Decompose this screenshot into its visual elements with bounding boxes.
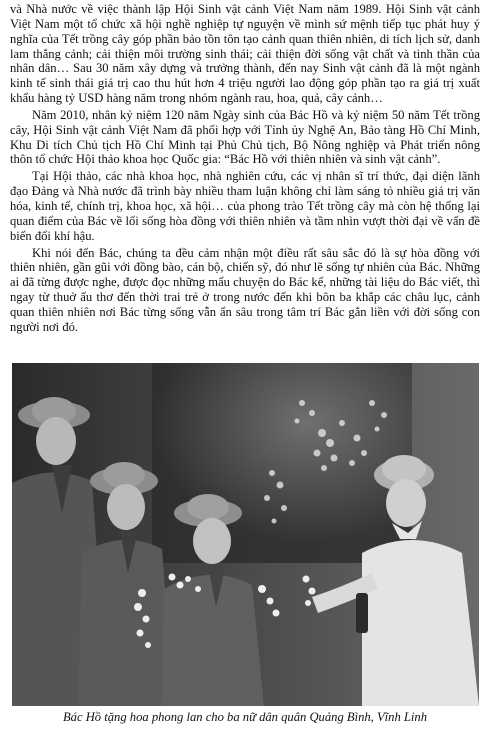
- body-paragraph: và Nhà nước về việc thành lập Hội Sinh vật cảnh Việt Nam năm 1989. Hội Sinh vật cảnh Việt Nam một tổ chức xã hội nghề nghiệp tự nguyện về mình sứ mệnh tiếp tục phát huy ý nghĩa của Tết trồng cây góp phần bảo tồn tôn tạo cảnh quan thiên nhiên, di tích lịch sử, danh lam thắng cảnh; cải thiện môi trường sinh thái; cải thiện đời sống vật chất và tinh thần của nhân dân… Sau 30 năm xây dựng và trưởng thành, đến nay Sinh vật cảnh đã là một ngành kinh tế sinh thái giá trị cao thu hút hơn 4 triệu người lao động góp phần tạo ra giá trị xuất khẩu hàng tỷ USD hàng năm trong nhóm ngành rau, hoa, quả, cây cảnh…: [10, 2, 480, 106]
- body-paragraph: Khi nói đến Bác, chúng ta đều cảm nhận một điều rất sâu sắc đó là sự hòa đồng với thiên nhiên, gần gũi với đồng bào, cán bộ, chiến sỹ, đó như lẽ sống tự nhiên của Bác. Những ai đã từng được nghe, được đọc những mẩu chuyện do Bác kể, những tài liệu do Bác viết, thì ngay từ thuở ấu thơ đến thời trai trẻ ở trong nước đến khi bôn ba khắp các châu lục, cảnh quan thiên nhiên nơi Bác từng sống vẫn ẩn sâu trong tâm trí Bác gắn liền với đời sống con người nơi đó.: [10, 245, 480, 334]
- body-paragraph: Tại Hội thảo, các nhà khoa học, nhà nghiên cứu, các vị nhân sĩ trí thức, đại diện lãnh đạo Đảng và Nhà nước đã trình bày nhiều tham luận không chỉ làm sáng tỏ nhiều giá trị văn hóa, kinh tế, chính trị, khoa học, xã hội… của phong trào Tết trồng cây mà còn hệ thống lại quan điểm của Bác về lối sống hòa đồng với thiên nhiên và tầm nhìn vượt thời đại về vấn đề biến đổi khí hậu.: [10, 169, 480, 243]
- body-paragraph: Năm 2010, nhân kỷ niệm 120 năm Ngày sinh của Bác Hồ và kỷ niệm 50 năm Tết trồng cây, Hội Sinh vật cảnh Việt Nam đã phối hợp với Tỉnh ủy Nghệ An, Bảo tàng Hồ Chí Minh, Khu Di tích Chủ tịch Hồ Chí Minh tại Phủ Chủ tịch, Bộ Nông nghiệp và Phát triển nông thôn tổ chức Hội thảo khoa học Quốc gia: “Bác Hồ với thiên nhiên và sinh vật cảnh”.: [10, 107, 480, 167]
- figure-caption: Bác Hồ tặng hoa phong lan cho ba nữ dân quân Quảng Bình, Vĩnh Linh: [62, 710, 428, 724]
- historical-photo: [12, 363, 479, 706]
- document-page: [10, 2, 480, 335]
